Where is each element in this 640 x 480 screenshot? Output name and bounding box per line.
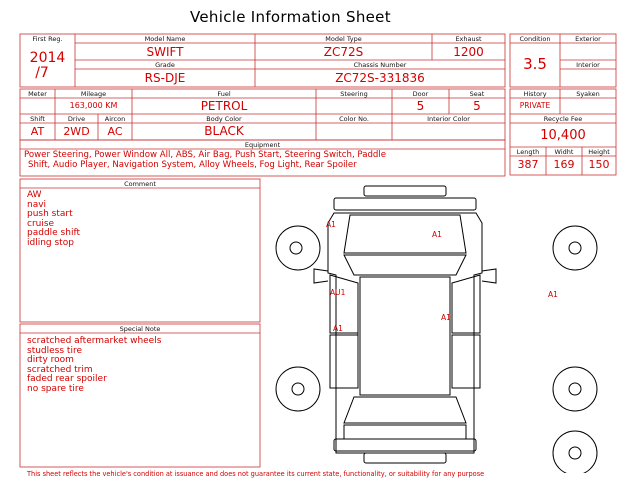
- door-value: 5: [416, 99, 425, 113]
- length-value: 387: [517, 158, 539, 171]
- comment-list: [27, 191, 80, 248]
- height-value: 150: [588, 158, 610, 171]
- height-label: Height: [588, 148, 610, 156]
- page-title: Vehicle Information Sheet: [190, 8, 391, 26]
- condition-value: 3.5: [523, 55, 547, 73]
- aircon-value: AC: [107, 125, 123, 138]
- list-item: push start: [27, 209, 73, 219]
- recycle-fee-label: Recycle Fee: [543, 115, 583, 123]
- drive-value: 2WD: [63, 125, 90, 138]
- list-item: faded rear spoiler: [27, 374, 107, 384]
- wheel-rear-right-icon: [553, 367, 597, 411]
- car-damage-diagram: [270, 183, 620, 473]
- list-item: scratched trim: [27, 364, 93, 375]
- chassis-number-value: ZC72S-331836: [335, 71, 425, 85]
- exterior-label: Exterior: [575, 35, 601, 43]
- first-reg-month: /7: [35, 65, 49, 81]
- condition-label: Condition: [519, 35, 551, 43]
- list-item: no spare tire: [27, 383, 84, 394]
- seat-value: 5: [473, 99, 481, 113]
- equipment-line-2: Shift, Audio Player, Navigation System, Alloy Wheels, Fog Light, Rear Spoiler: [28, 160, 357, 170]
- exhaust-label: Exhaust: [455, 35, 482, 43]
- spare-wheel-icon: [553, 431, 597, 473]
- list-item: paddle shift: [27, 228, 80, 238]
- wheel-front-left-icon: [276, 226, 320, 270]
- shift-value: AT: [30, 125, 45, 138]
- list-item: AW: [27, 190, 42, 200]
- list-item: cruise: [27, 218, 55, 229]
- damage-left-front-door: AU1: [330, 288, 346, 297]
- first-reg-year: 2014: [29, 50, 66, 66]
- history-value: PRIVATE: [519, 101, 551, 110]
- damage-right-side: A1: [548, 290, 558, 299]
- interior-label: Interior: [576, 61, 600, 69]
- damage-left-rear-door: A1: [333, 324, 343, 333]
- model-type-label: Model Type: [325, 35, 362, 43]
- chassis-number-label: Chassis Number: [353, 61, 407, 69]
- list-item: scratched aftermarket wheels: [27, 336, 162, 346]
- wheel-rear-left-icon: [276, 367, 320, 411]
- model-name-label: Model Name: [144, 35, 186, 43]
- syaken-label: Syaken: [576, 90, 600, 98]
- aircon-label: Aircon: [104, 115, 126, 123]
- equipment-line-1: Power Steering, Power Window All, ABS, Air Bag, Push Start, Steering Switch, Paddle: [24, 150, 387, 160]
- mileage-value: 163,000 KM: [69, 101, 118, 110]
- comment-label: Comment: [124, 180, 156, 188]
- length-label: Length: [516, 148, 540, 156]
- steering-label: Steering: [340, 90, 368, 98]
- history-label: History: [523, 90, 547, 98]
- meter-label: Meter: [28, 90, 47, 98]
- body-color-value: BLACK: [204, 124, 244, 138]
- footer-disclaimer: This sheet reflects the vehicle's condition at issuance and does not guarantee its current state, functionality, or suitability for any purpose: [27, 470, 485, 478]
- damage-front-left: A1: [326, 220, 336, 229]
- mileage-label: Mileage: [80, 90, 107, 98]
- list-item: dirty room: [27, 355, 74, 365]
- fuel-value: PETROL: [200, 99, 248, 113]
- wheel-front-right-icon: [553, 226, 597, 270]
- seat-label: Seat: [469, 90, 485, 98]
- list-item: navi: [27, 199, 47, 210]
- equipment-label: Equipment: [244, 141, 281, 149]
- color-no-label: Color No.: [339, 115, 369, 123]
- width-value: 169: [553, 158, 575, 171]
- model-type-value: ZC72S: [323, 45, 364, 59]
- fuel-label: Fuel: [217, 90, 231, 98]
- grade-value: RS-DJE: [144, 71, 186, 85]
- width-label: Widht: [554, 148, 574, 156]
- damage-roof: A1: [441, 313, 451, 322]
- exhaust-value: 1200: [453, 45, 484, 59]
- body-color-label: Body Color: [206, 115, 242, 123]
- model-name-value: SWIFT: [146, 45, 184, 59]
- list-item: idling stop: [27, 237, 74, 248]
- drive-label: Drive: [67, 115, 86, 123]
- wheel-icons: [276, 226, 597, 473]
- special-note-label: Special Note: [119, 325, 161, 333]
- recycle-fee-value: 10,400: [540, 128, 586, 143]
- interior-color-label: Interior Color: [427, 115, 470, 123]
- shift-label: Shift: [30, 115, 45, 123]
- first-reg-label: First Reg.: [32, 35, 63, 43]
- grade-label: Grade: [155, 61, 175, 69]
- list-item: studless tire: [27, 345, 82, 356]
- damage-hood: A1: [432, 230, 442, 239]
- special-note-list: [27, 337, 161, 394]
- door-label: Door: [412, 90, 429, 98]
